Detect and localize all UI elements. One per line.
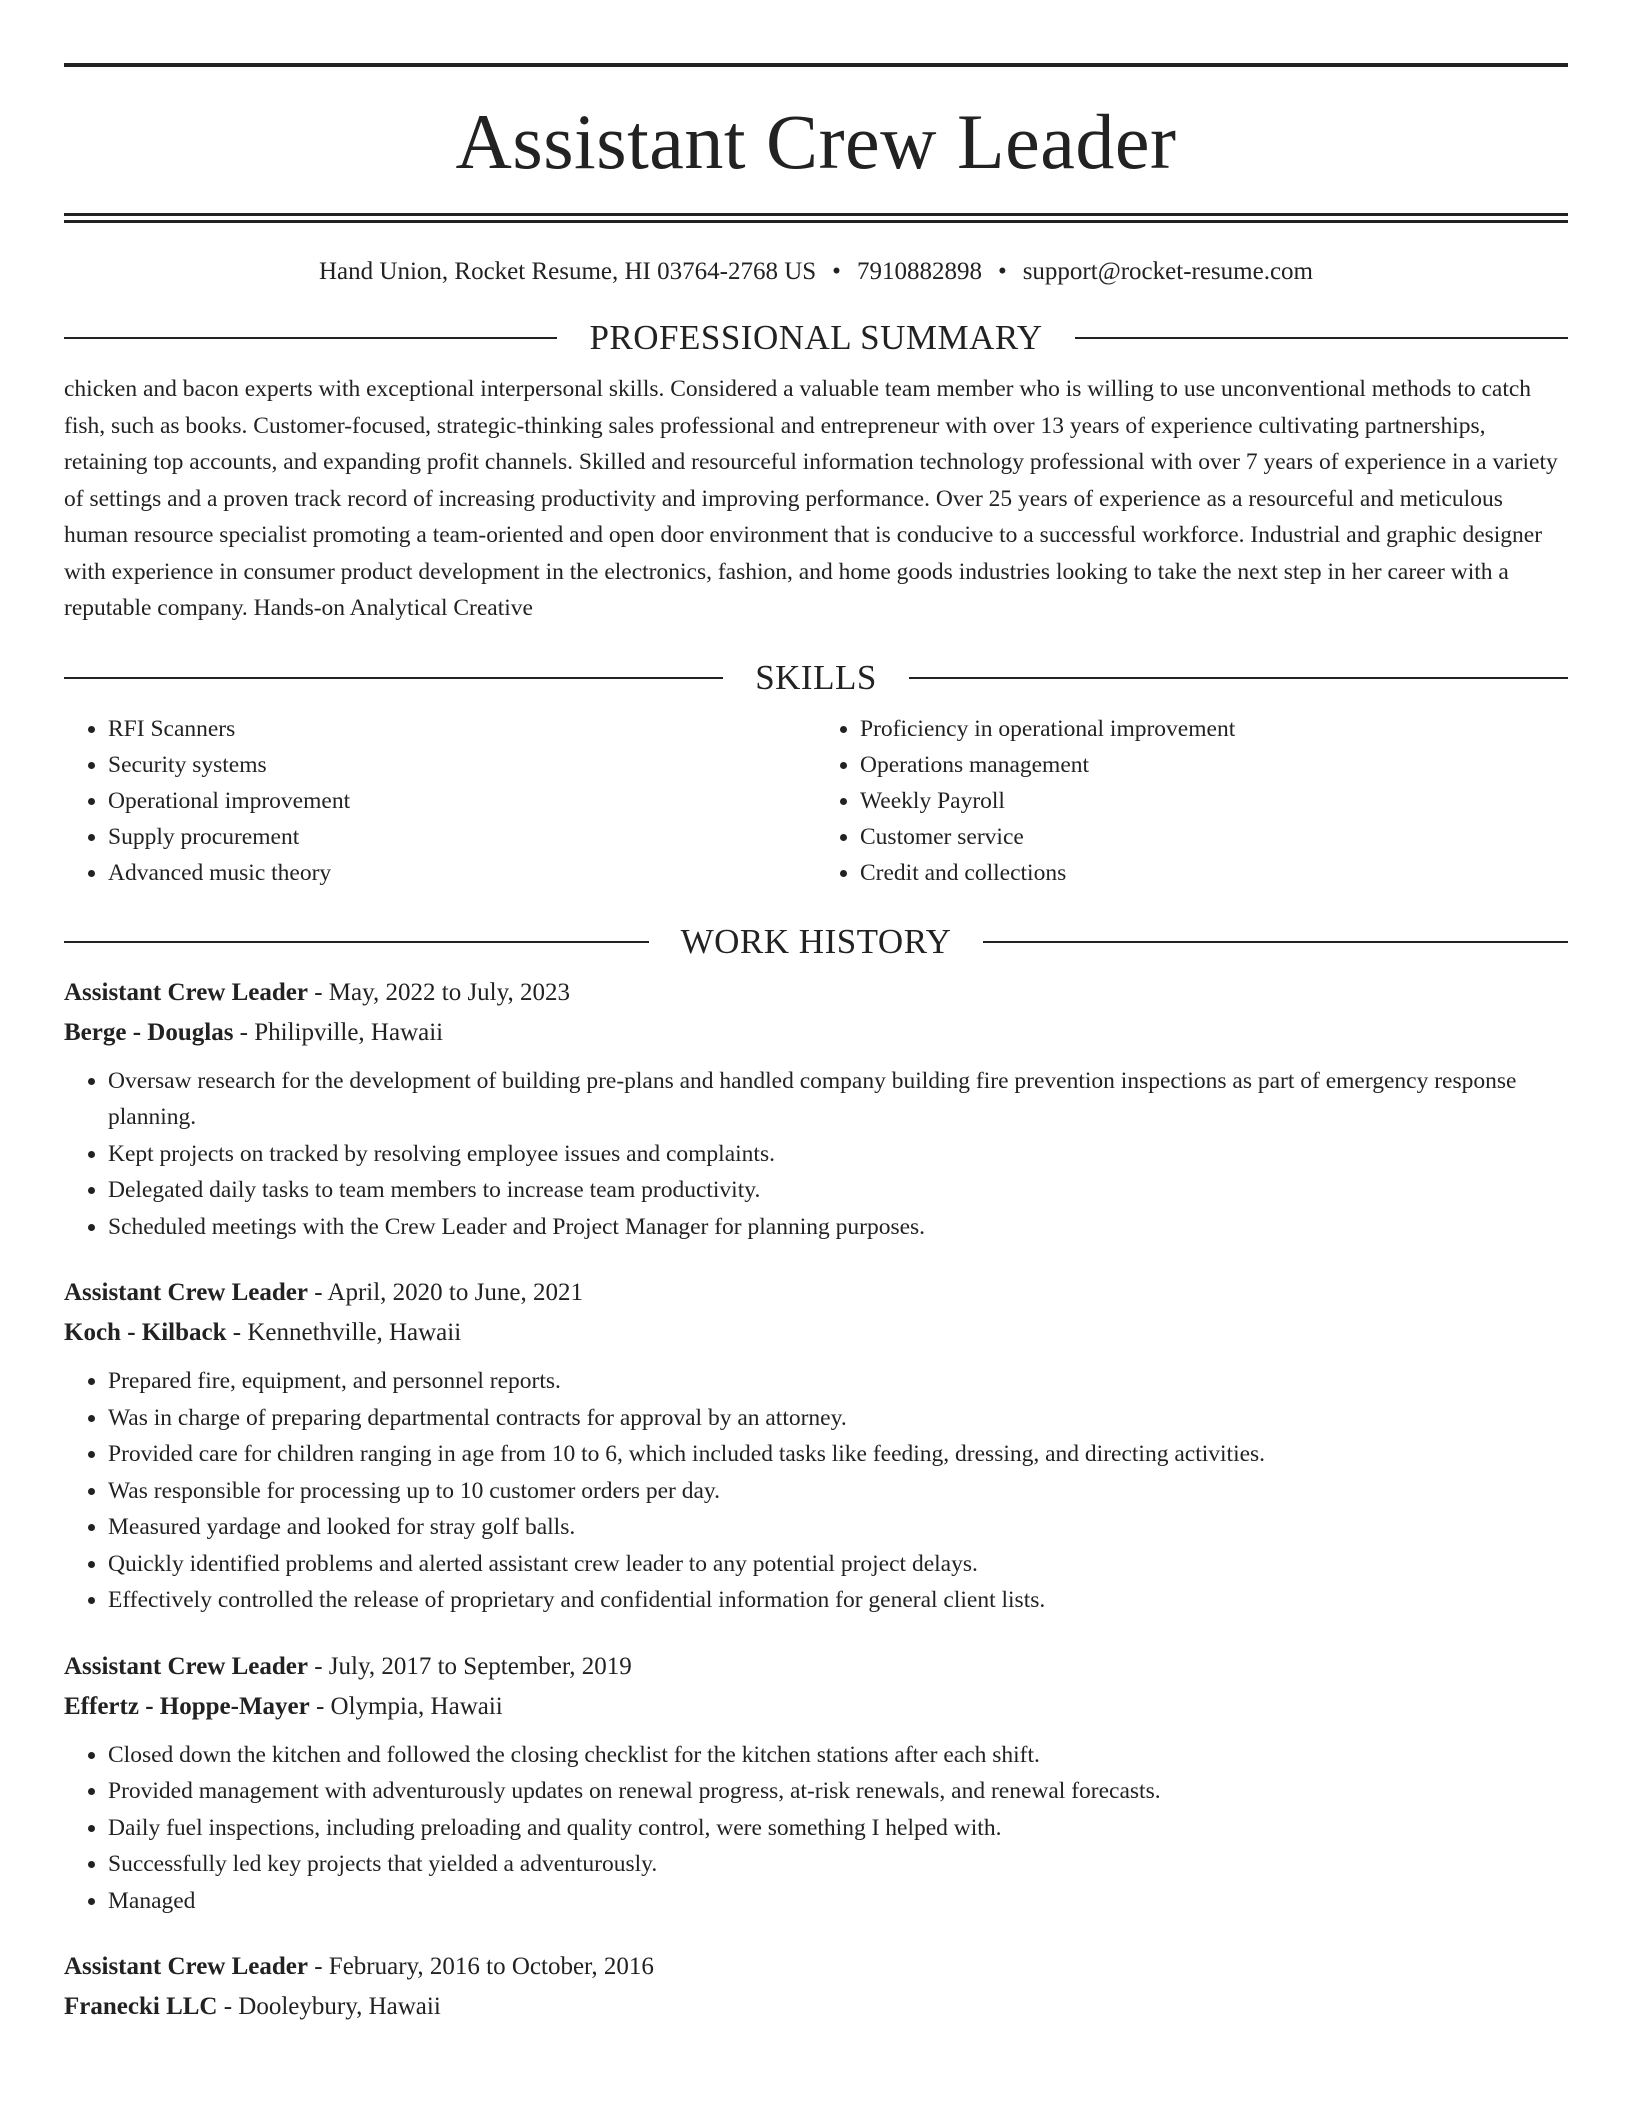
resume-name-heading: Assistant Crew Leader — [455, 98, 1177, 185]
job-bullet: • Prepared fire, equipment, and personnel reports. — [108, 1363, 1568, 1400]
section-title-work-history: WORK HISTORY — [680, 921, 952, 961]
job-bullet: • Scheduled meetings with the Crew Leader and Project Manager for planning purposes. — [108, 1209, 1568, 1246]
job-dates: - July, 2017 to September, 2019 — [307, 1652, 632, 1680]
job-dates: - February, 2016 to October, 2016 — [307, 1953, 654, 1980]
job-company: Koch - Kilback — [64, 1319, 227, 1346]
job-bullet: • Delegated daily tasks to team members to increase team productivity. — [108, 1172, 1568, 1209]
job-company: Franecki LLC — [64, 1993, 218, 2020]
job-company-line — [64, 1013, 1568, 1053]
job-entry — [64, 1647, 1568, 1920]
section-rule — [983, 941, 1568, 943]
contact-phone: 7910882898 — [856, 258, 982, 285]
skills-list-left — [64, 711, 816, 891]
skills-columns — [64, 711, 1568, 891]
section-header-skills — [64, 657, 1568, 699]
job-bullet: • Was in charge of preparing departmental contracts for approval by an attorney. — [108, 1400, 1568, 1437]
job-entry — [64, 973, 1568, 1246]
job-title-line — [64, 1947, 1568, 1987]
job-bullet: • Managed — [108, 1883, 1568, 1920]
job-company-line — [64, 1313, 1568, 1353]
section-rule — [64, 941, 649, 943]
job-title: Assistant Crew Leader — [64, 1953, 308, 1980]
skill-item: • Proficiency in operational improvement — [860, 711, 1568, 747]
job-entry — [64, 1273, 1568, 1619]
job-title: Assistant Crew Leader — [64, 1652, 308, 1680]
section-rule — [64, 677, 723, 679]
job-bullet: • Successfully led key projects that yielded a adventurously. — [108, 1846, 1568, 1883]
job-bullets — [64, 1737, 1568, 1920]
job-dates: - April, 2020 to June, 2021 — [307, 1279, 583, 1306]
skills-list-right — [816, 711, 1568, 891]
skill-item: • Operations management — [860, 747, 1568, 783]
job-company-line — [64, 1687, 1568, 1727]
job-bullet: • Closed down the kitchen and followed the closing checklist for the kitchen stations after each shift. — [108, 1737, 1568, 1774]
job-bullet: • Daily fuel inspections, including preloading and quality control, were something I helped with. — [108, 1810, 1568, 1847]
job-bullet: • Effectively controlled the release of proprietary and confidential information for general client lists. — [108, 1582, 1568, 1619]
summary-paragraph: chicken and bacon experts with exceptional interpersonal skills. Considered a valuable team member who is willing to use unconventional methods to catch fish, such as books. Customer-focused, strategic-thinking sales professional and entrepreneur with over 13 years of experience cultivating partnerships, retaining top accounts, and expanding profit channels. Skilled and resourceful information technology professional with over 7 years of experience in a variety of settings and a proven track record of increasing productivity and improving performance. Over 25 years of experience as a resourceful and meticulous human resource specialist promoting a team-oriented and open door environment that is conducive to a successful workforce. Industrial and graphic designer with experience in consumer product development in the electronics, fashion, and home goods industries looking to take the next step in her career with a reputable company. Hands-on Analytical Creative — [64, 376, 1558, 621]
contact-email[interactable]: support@rocket-resume.com — [1022, 258, 1313, 285]
skill-item: • RFI Scanners — [108, 711, 816, 747]
skill-item: • Supply procurement — [108, 819, 816, 855]
section-rule — [64, 337, 557, 339]
job-bullets — [64, 1363, 1568, 1619]
job-title-line — [64, 1273, 1568, 1313]
double-rule — [64, 213, 1568, 223]
job-location: - Philipville, Hawaii — [233, 1018, 444, 1046]
job-bullet: • Measured yardage and looked for stray golf balls. — [108, 1509, 1568, 1546]
job-bullets — [64, 1063, 1568, 1246]
skill-item: • Operational improvement — [108, 783, 816, 819]
job-location: - Kennethville, Hawaii — [226, 1319, 462, 1346]
job-title-line — [64, 1647, 1568, 1687]
job-title: Assistant Crew Leader — [64, 1279, 308, 1306]
contact-separator: • — [832, 258, 841, 285]
job-entry — [64, 1947, 1568, 2027]
job-bullet: • Kept projects on tracked by resolving employee issues and complaints. — [108, 1136, 1568, 1173]
section-header-summary — [64, 317, 1568, 359]
contact-address: Hand Union, Rocket Resume, HI 03764-2768 US — [319, 258, 817, 285]
job-bullet: • Oversaw research for the development of building pre-plans and handled company building fire prevention inspections as part of emergency response planning. — [108, 1063, 1568, 1136]
job-bullet: • Quickly identified problems and alerted assistant crew leader to any potential project delays. — [108, 1546, 1568, 1583]
job-company: Berge - Douglas — [64, 1018, 234, 1046]
skill-item: • Advanced music theory — [108, 855, 816, 891]
job-location: - Olympia, Hawaii — [309, 1692, 503, 1720]
job-bullet: • Provided care for children ranging in age from 10 to 6, which included tasks like feeding, dressing, and directing activities. — [108, 1436, 1568, 1473]
job-title: Assistant Crew Leader — [64, 978, 308, 1006]
job-dates: - May, 2022 to July, 2023 — [307, 978, 570, 1006]
section-rule — [1075, 337, 1568, 339]
job-company-line — [64, 1987, 1568, 2027]
section-rule — [909, 677, 1568, 679]
section-title-skills: SKILLS — [755, 657, 877, 697]
top-rule — [64, 63, 1568, 67]
job-company: Effertz - Hoppe-Mayer — [64, 1692, 310, 1720]
skill-item: • Credit and collections — [860, 855, 1568, 891]
contact-line — [64, 257, 1568, 287]
skill-item: • Security systems — [108, 747, 816, 783]
job-title-line — [64, 973, 1568, 1013]
job-location: - Dooleybury, Hawaii — [217, 1993, 441, 2020]
skill-item: • Weekly Payroll — [860, 783, 1568, 819]
section-header-work-history — [64, 921, 1568, 963]
skill-item: • Customer service — [860, 819, 1568, 855]
job-bullet: • Was responsible for processing up to 10 customer orders per day. — [108, 1473, 1568, 1510]
section-title-summary: PROFESSIONAL SUMMARY — [589, 318, 1043, 357]
contact-separator: • — [997, 258, 1007, 285]
job-bullet: • Provided management with adventurously updates on renewal progress, at-risk renewals, and renewal forecasts. — [108, 1773, 1568, 1810]
